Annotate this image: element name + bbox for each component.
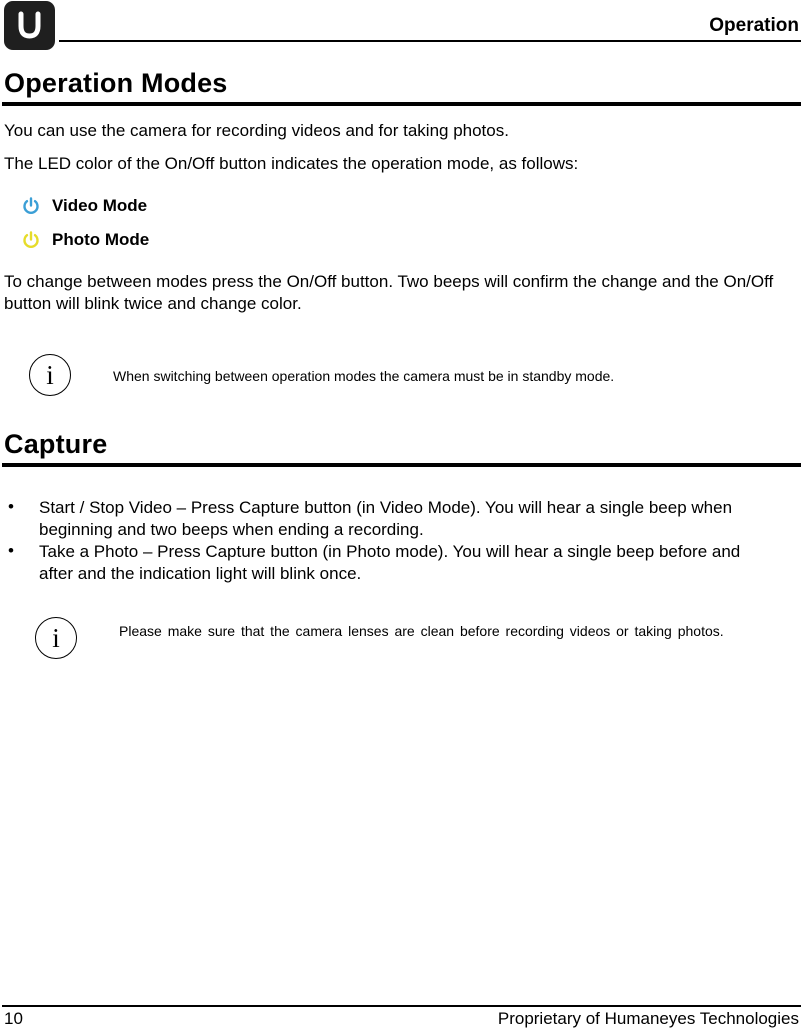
header-title: Operation: [709, 15, 799, 36]
footer-divider: [2, 1005, 801, 1007]
bullet-marker: •: [8, 497, 14, 516]
mode-row-photo: [22, 229, 149, 251]
note-standby: When switching between operation modes the camera must be in standby mode.: [113, 368, 615, 384]
section-divider: [2, 463, 801, 467]
humaneyes-logo-icon: [4, 1, 55, 50]
bullet-item-photo: Take a Photo – Press Capture button (in Photo mode). You will hear a single beep before and after and the indication light will blink once.: [39, 542, 741, 583]
video-mode-power-icon: [22, 197, 40, 215]
change-mode-paragraph: To change between modes press the On/Off button. Two beeps will confirm the change and the On/Off button will blink twice and change color.: [4, 272, 774, 313]
header-divider: [59, 40, 801, 42]
section-heading-capture: Capture: [4, 429, 108, 459]
info-icon: i: [29, 354, 71, 396]
bullet-item-video: Start / Stop Video – Press Capture button (in Video Mode). You will hear a single beep when beginning and two beeps when ending a recording.: [39, 498, 733, 539]
photo-mode-power-icon: [22, 231, 40, 249]
note-clean-lenses: Please make sure that the camera lenses are clean before recording videos or taking photos.: [119, 623, 724, 639]
led-paragraph: The LED color of the On/Off button indicates the operation mode, as follows:: [4, 154, 579, 173]
bullet-marker: •: [8, 541, 14, 560]
mode-label: Photo Mode: [52, 230, 150, 249]
page-number: 10: [4, 1009, 23, 1028]
mode-row-video: [22, 195, 147, 217]
info-icon: i: [35, 617, 77, 659]
intro-paragraph: You can use the camera for recording videos and for taking photos.: [4, 121, 509, 140]
section-heading-operation-modes: Operation Modes: [4, 68, 228, 98]
mode-label: Video Mode: [52, 196, 148, 215]
footer-text: Proprietary of Humaneyes Technologies: [497, 1009, 799, 1028]
section-divider: [2, 102, 801, 106]
